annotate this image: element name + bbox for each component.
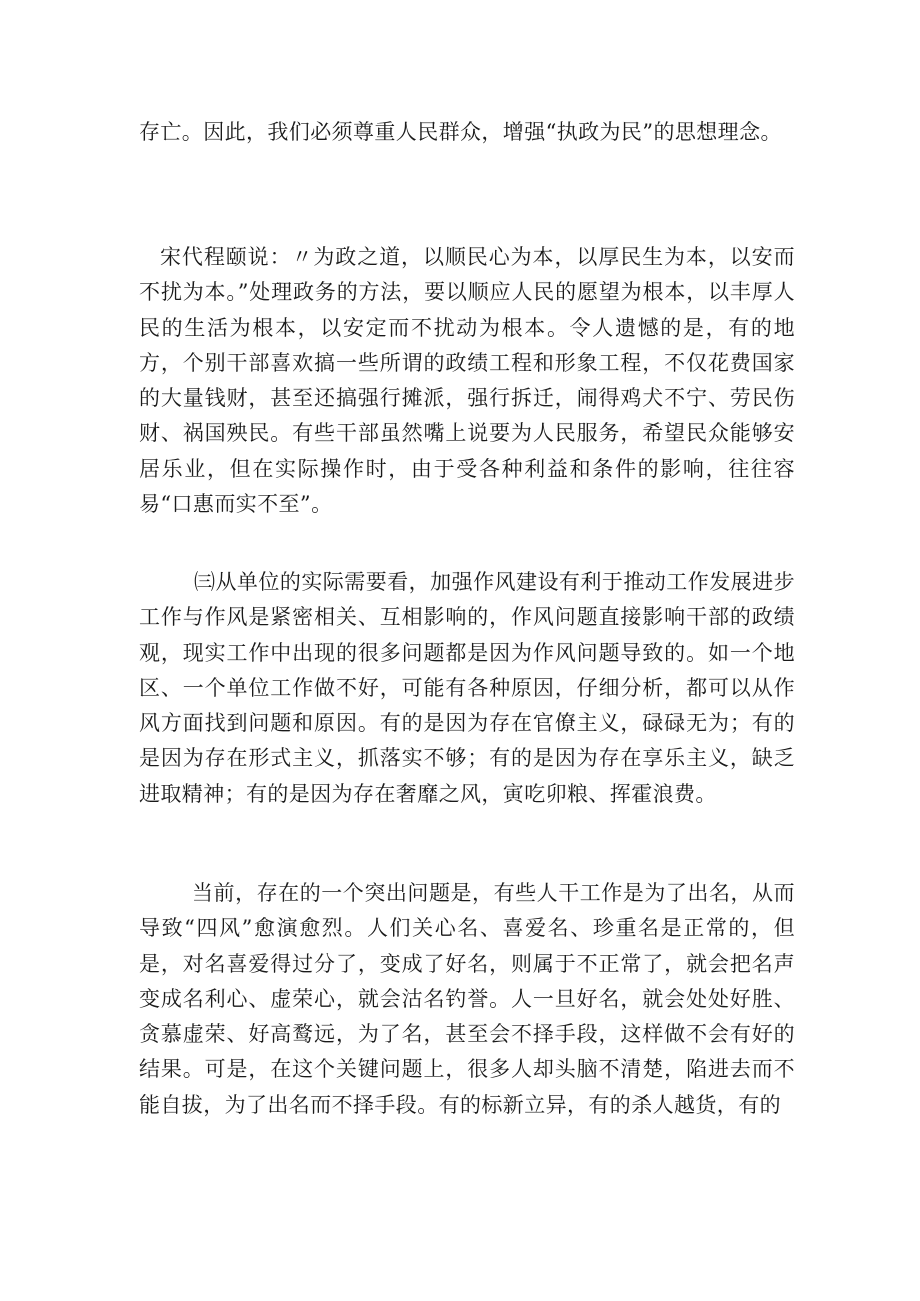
paragraph-1: 存亡。因此，我们必须尊重人民群众，增强“执政为民”的思想理念。 — [139, 120, 782, 144]
paragraph-3: ㈢从单位的实际需要看，加强作风建设有利于推动工作发展进步工作与作风是紧密相关、互相影响的，作风问题直接影响干部的政绩观，现实工作中出现的很多问题都是因为作风问题导致的。如一个地区、一个单位工作做不好，可能有各种原因，仔细分析，都可以从作风方面找到问题和原因。有的是因为存在官僚主义，碌碌无为；有的是因为存在形式主义，抓落实不够；有的是因为存在享乐主义，缺乏进取精神；有的是因为存在奢靡之风，寅吃卯粮、挥霍浪费。 — [139, 570, 795, 806]
paragraph-2: 宋代程颐说：〃为政之道，以顺民心为本，以厚民生为本，以安而不扰为本。”处理政务的方法，要以顺应人民的愿望为根本，以丰厚人民的生活为根本，以安定而不扰动为根本。令人遗憾的是，有的地方，个别干部喜欢搞一些所谓的政绩工程和形象工程，不仅花费国家的大量钱财，甚至还搞强行摊派，强行拆迁，闹得鸡犬不宁、劳民伤财、祸国殃民。有些干部虽然嘴上说要为人民服务，希望民众能够安居乐业，但在实际操作时，由于受各种利益和条件的影响，往往容易“口惠而实不至”。 — [139, 245, 795, 517]
paragraph-4: 当前，存在的一个突出问题是，有些人干工作是为了出名，从而导致“四风”愈演愈烈。人们关心名、喜爱名、珍重名是正常的，但是，对名喜爱得过分了，变成了好名，则属于不正常了，就会把名声变成名利心、虚荣心，就会沽名钓誉。人一旦好名，就会处处好胜、贪慕虚荣、好高鹜远，为了名，甚至会不择手段，这样做不会有好的结果。可是，在这个关键问题上，很多人却头脑不清楚，陷进去而不能自拔，为了出名而不择手段。有的标新立异，有的杀人越货，有的 — [139, 881, 795, 1117]
